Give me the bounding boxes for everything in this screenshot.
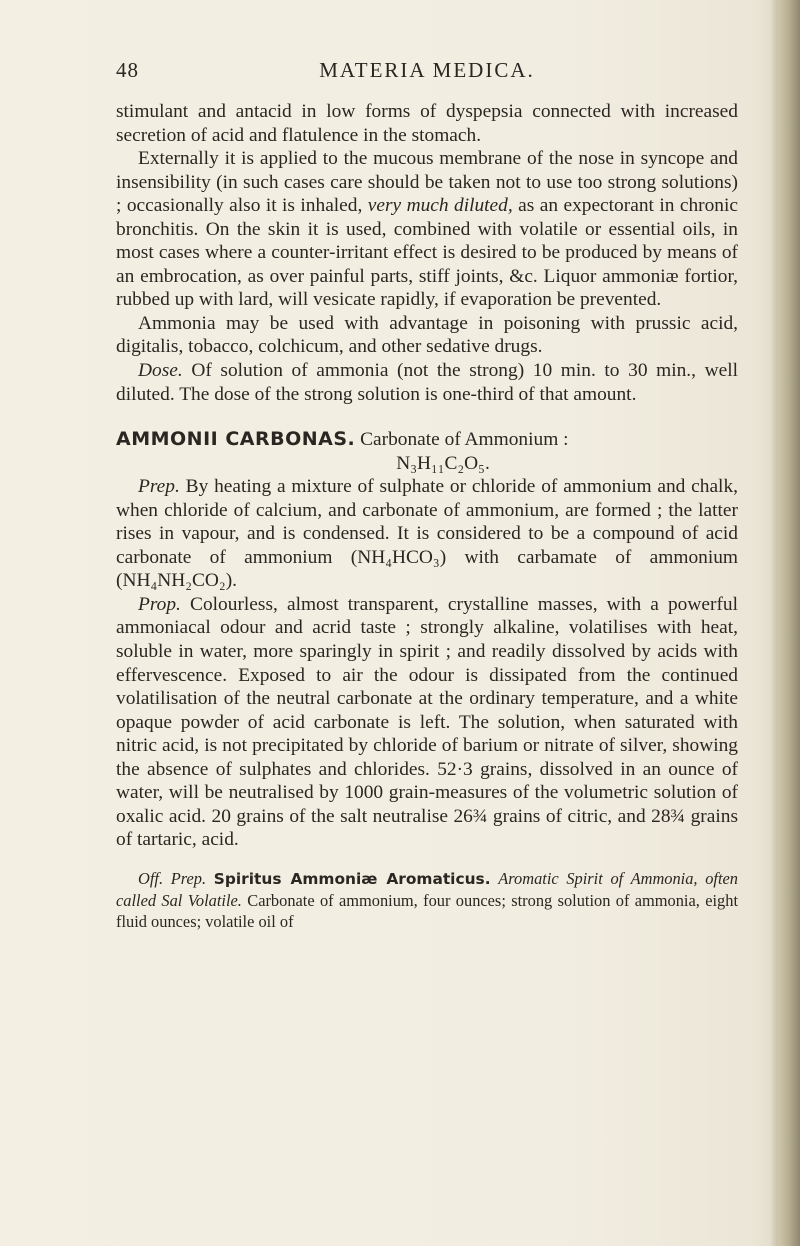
book-spine (778, 0, 800, 1246)
off-prep-label: Off. Prep. (138, 868, 207, 888)
paragraph-poisoning: Ammonia may be used with advantage in poisoning with prussic acid, digitalis, tobacco, colchicum, and other sedative drugs. (116, 312, 738, 358)
paragraph-prep (116, 475, 738, 593)
section-title: AMMONII CARBONAS. (116, 428, 356, 451)
external-use-italic: very much diluted, (367, 195, 513, 217)
spine-shadow (770, 0, 778, 1246)
off-prep-name: Spiritus Ammoniæ Aromaticus. (213, 869, 491, 888)
paragraph-external-use (116, 147, 738, 312)
dose-text: Of solution of ammonia (not the strong) 10 min. to 30 min., well diluted. The dose of the strong solution is one-third of that amount. (116, 360, 738, 405)
prep-text: By heating a mixture of sulphate or chloride of ammonium and chalk, when chloride of calcium, and carbonate of ammonium, are formed ; the latter rises in vapour, and is condensed. It is considered to be a compound of acid carbonate of ammonium (NH₄HCO₃) with carbamate of ammonium (NH₄NH₂CO₂). (116, 476, 738, 592)
paragraph-dose (116, 359, 738, 406)
section-heading (116, 428, 738, 452)
off-prep-text: Carbonate of ammonium, four ounces; strong solution of ammonia, eight fluid ounces; volatile oil of (116, 890, 738, 931)
paragraph-official-prep (116, 868, 738, 932)
external-use-text-b: as an expectorant in chronic bronchitis. On the skin it is used, combined with volatile or essential oils, in most cases where a counter-irritant effect is desired to be produced by means of an embrocation, as over painful parts, stiff joints, &c. Liquor ammoniæ fortior, rubbed up with lard, will vesicate rapidly, if evaporation be prevented. (116, 195, 738, 311)
paragraph-prop (116, 593, 738, 852)
page-body (116, 100, 738, 932)
paragraph-antacid: stimulant and antacid in low forms of dyspepsia connected with increased secretion of acid and flatulence in the stomach. (116, 101, 738, 146)
external-use-text-a: Externally it is applied to the mucous membrane of the nose in syncope and insensibility (in such cases care should be taken not to use too strong solutions) ; occasionally also it is inhaled, (116, 148, 738, 217)
section-subtitle: Carbonate of Ammonium : (355, 429, 569, 451)
prop-label: Prop. (138, 593, 181, 615)
off-prep-alt-name: Aromatic Spirit of Ammonia, often called Sal Volatile. (116, 868, 738, 910)
prop-text: Colourless, almost transparent, crystalline masses, with a powerful ammoniacal odour and acrid taste ; strongly alkaline, volatilises with heat, soluble in water, more sparingly in spirit ; and readily dissolved by acids with effervescence. Exposed to air the odour is dissipated from the continued volatilisation of the neutral carbonate at the ordinary temperature, and a white opaque powder of acid carbonate is left. The solution, when saturated with nitric acid, is not precipitated by chloride of barium or nitrate of silver, showing the absence of sulphates and chlorides. 52·3 grains, dissolved in an ounce of water, will be neutralised by 1000 grain-measures of the volumetric solution of oxalic acid. 20 grains of the salt neutralise 26¾ grains of citric, and 28¾ grains of tartaric, acid. (116, 593, 738, 851)
dose-label: Dose. (138, 360, 183, 382)
page-header (116, 58, 738, 84)
prep-label: Prep. (138, 476, 180, 498)
chemical-formula: N₃H₁₁C₂O₅. (396, 452, 490, 474)
running-title: MATERIA MEDICA. (319, 58, 535, 82)
page-number: 48 (116, 58, 139, 82)
